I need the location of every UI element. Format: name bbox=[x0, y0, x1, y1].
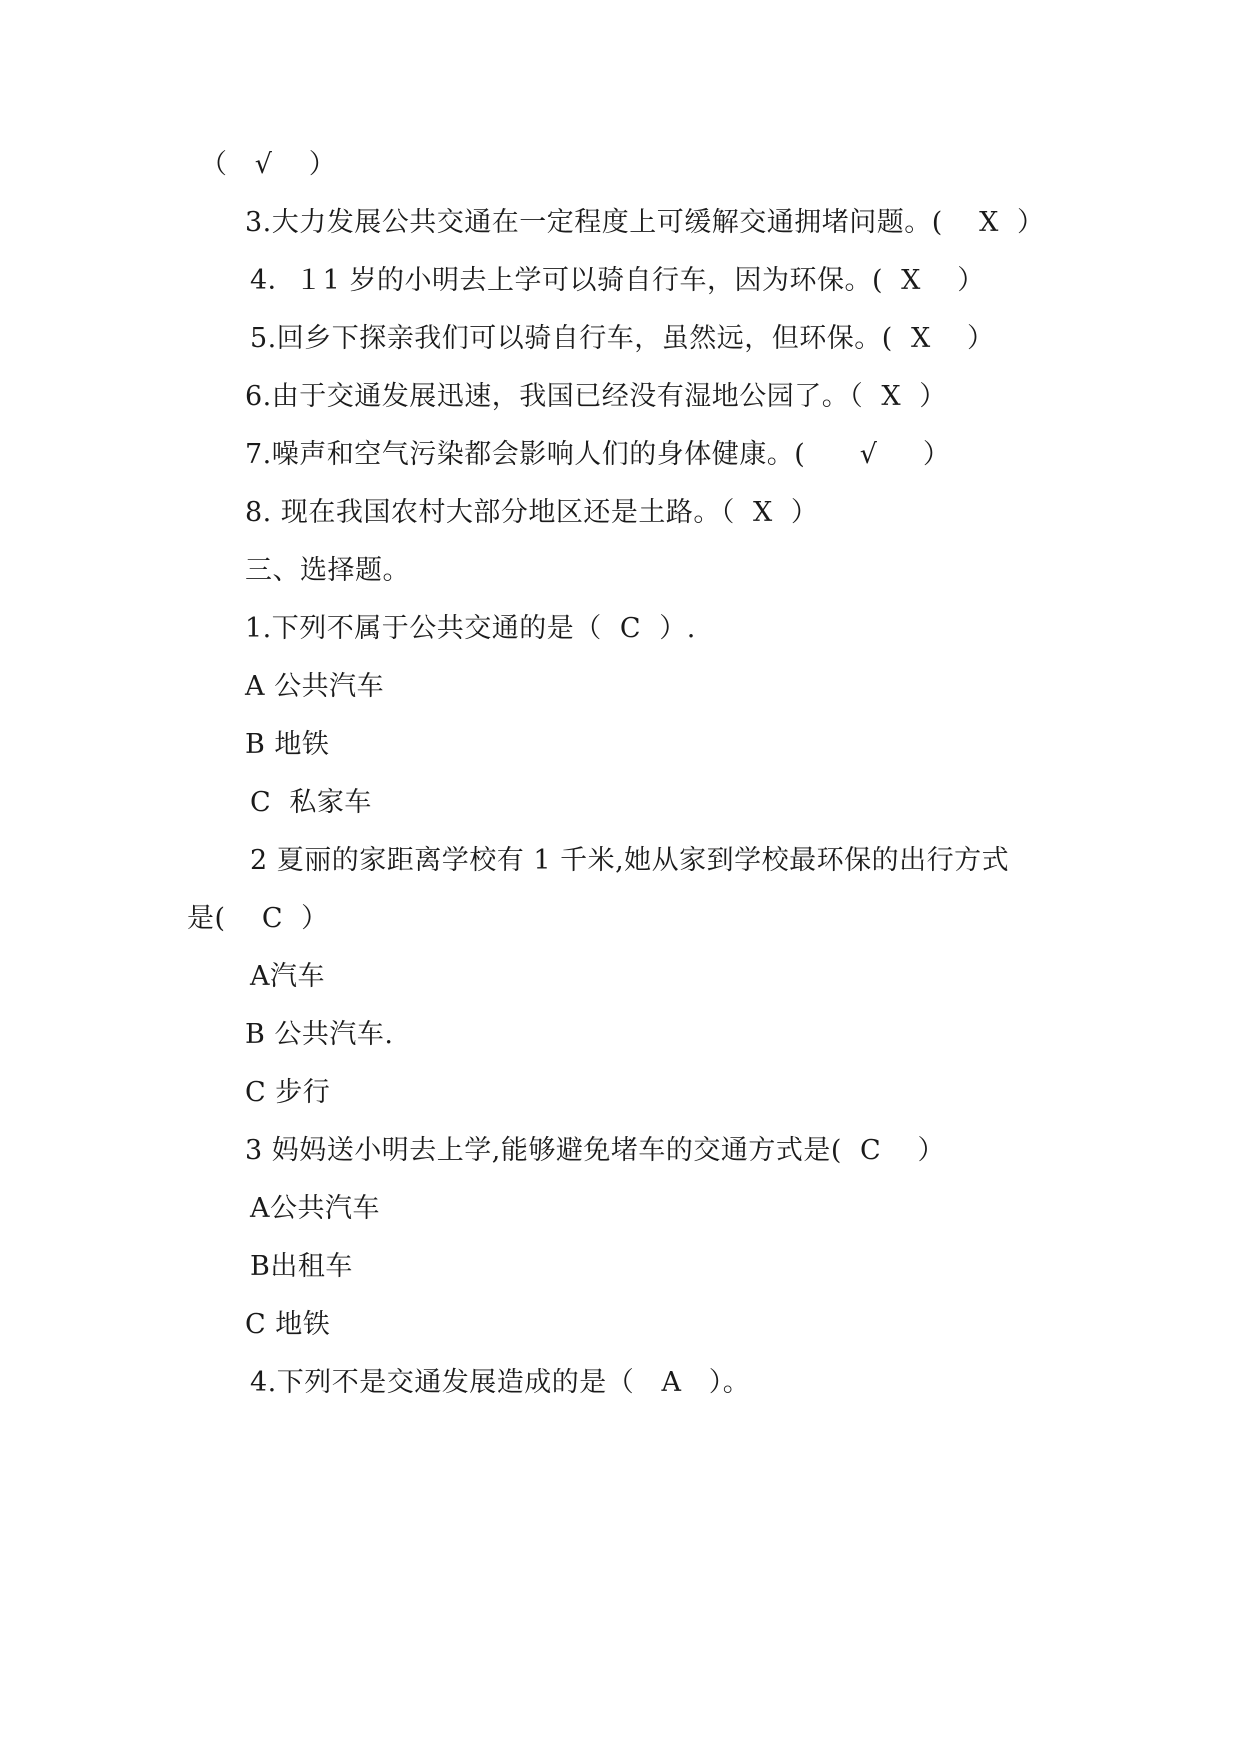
choice-3-option-c: C 地铁 bbox=[245, 1309, 331, 1340]
judge-item-7: 7.噪声和空气污染都会影响人们的身体健康。( √ ） bbox=[245, 439, 951, 470]
judge-item-4: 4．１1 岁的小明去上学可以骑自行车，因为环保。( X ） bbox=[250, 265, 985, 296]
choice-2-option-b: B 公共汽车. bbox=[245, 1019, 394, 1050]
choice-1-option-b: B 地铁 bbox=[245, 729, 330, 760]
choice-1-option-a: A 公共汽车 bbox=[245, 671, 385, 702]
choice-question-2: 2 夏丽的家距离学校有 1 千米,她从家到学校最环保的出行方式 bbox=[250, 845, 1010, 876]
choice-2-option-c: C 步行 bbox=[245, 1077, 331, 1108]
judge-item-6: 6.由于交通发展迅速，我国已经没有湿地公园了。（ X ） bbox=[245, 381, 947, 412]
choice-2-option-a: A汽车 bbox=[250, 961, 325, 992]
choice-question-1: 1.下列不属于公共交通的是（ C ）. bbox=[245, 613, 696, 644]
section-heading-choice: 三、选择题。 bbox=[245, 555, 410, 586]
choice-question-3: 3 妈妈送小明去上学,能够避免堵车的交通方式是( C ） bbox=[245, 1135, 946, 1166]
choice-3-option-b: B出租车 bbox=[250, 1251, 353, 1282]
judge-item-8: 8. 现在我国农村大部分地区还是土路。（ X ） bbox=[245, 497, 819, 528]
choice-1-option-c: C 私家车 bbox=[250, 787, 372, 818]
judge-item-3: 3.大力发展公共交通在一定程度上可缓解交通拥堵问题。( X ） bbox=[245, 207, 1045, 238]
judge-item-5: 5.回乡下探亲我们可以骑自行车，虽然远，但环保。( X ） bbox=[250, 323, 995, 354]
answer-line-2: （ √ ） bbox=[200, 149, 337, 180]
choice-3-option-a: A公共汽车 bbox=[250, 1193, 380, 1224]
choice-question-4: 4.下列不是交通发展造成的是（ A ）。 bbox=[250, 1367, 751, 1398]
choice-question-2-continued: 是( C ） bbox=[187, 903, 329, 934]
